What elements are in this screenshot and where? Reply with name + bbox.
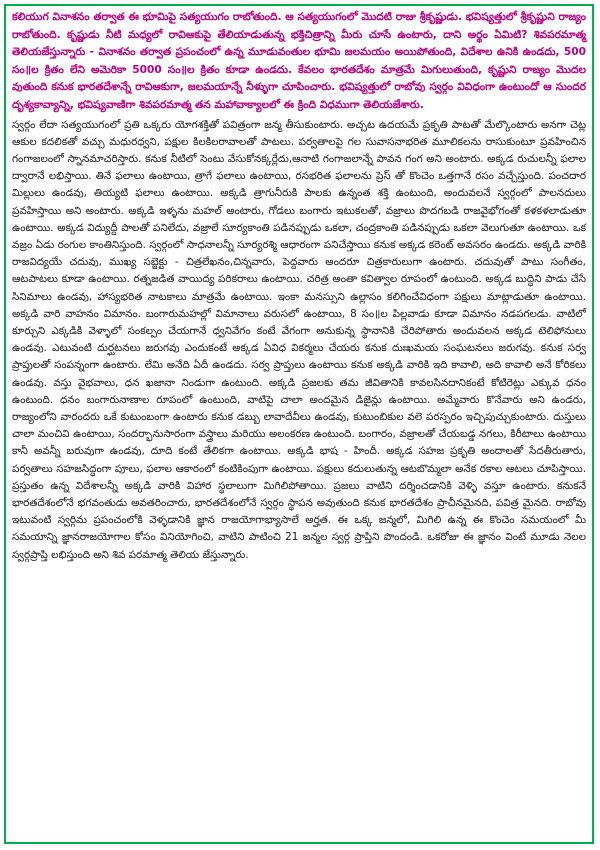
intro-paragraph: కలియుగ వినాశనం తర్వాత ఈ భూమిపై సత్యయుగం రాబోతుంది. ఆ సత్యయుగంలో మొదటి రాజు శ్రీకృష్ణుడు. భవిష్యత్తులో శ్రీకృష్ణుని రాజ్యం రాబోతుంది. కృష్ణుడు నీటి మధ్యలో రావిఆకుపై తేలియాడుతున్న భక్తిచిత్రాన్ని మీరు చూసే ఉంటారు, దాని అర్థం ఏమిటి? శివపరమాత్మ తెలియజేస్తున్నారు - వినాశనం తర్వాత ప్రపంచంలో ఉన్న మూడువంతుల భూమి జలమయం అయిపోతుంది, విదేశాల ఉనికి ఉండదు, 500 సం॥ల క్రితం లేని అమెరికా 5000 సం॥ల క్రితం కూడా ఉండదు. కేవలం భారతదేశం మాత్రమే మిగులుతుంది, కృష్ణుని రాజ్యం మొదల వుతుంది కనుక భారతదేశాన్నే రావిఆకుగా, జలమయాన్నే నీళ్ళుగా చూపించారు. భవిష్యత్తులో రాబోవు స్వర్గం వివిధంగా ఉంటుందో ఆ సుందర దృశ్యకావ్యాన్ని, భవిష్యవాణిగా శివపరమాత్మ తన మహావాక్యాలలో ఈ క్రింది విధముగా తెలియజేశారు. [12,11,586,111]
body-paragraph: స్వర్గం లేదా సత్యయుగంలో ప్రతి ఒక్కరు యోగశక్తితో పవిత్రంగా జన్మ తీసుకుంటారు. అచ్చట ఉదయమే ప్రకృతి పాటతో మేల్కొంటారు అనగా చెట్ల ఆకుల కదలికతో వచ్చు మధురధ్వని, పక్షుల కిలకిలరావాలతో పాటలు. పర్వతాలపై గల సువాసనాభరిత మూలికలను రాసుకుంటూ ప్రవహించిన గంగాజలంలో స్నానమాచరిస్తారు. కనుక నీటిలో సెంటు వేసుకోనక్కర్లేదు,ఆనాటి గంగాజలాన్నే పావన గంగ అని అంటారు. అక్కడ రుచులన్నీ ఫలాల ద్వారానే లభిస్తాయి. తినే ఫలాలు ఉంటాయి, త్రాగే ఫలాలు ఉంటాయి, రసభరిత ఫలాలను ప్రెస్ తో కొంచెం ఒత్తగానే రసం వచ్చేస్తుంది. పంచదార మిల్లులు ఉండవు, తియ్యటి ఫలాలు ఉంటాయి. అక్కడి త్రాగునీరుకి పాలకు ఉన్నంత శక్తి ఉంటుంది, అందువలనే స్వర్గంలో పాలనదులు ప్రవహిస్తాయి అని అంటారు. అక్కడి ఇళ్ళను మహల్ అంటారు, గోడలు బంగారు ఇటుకలతో, వజ్రాలు పొదగబడి రాజవైభోగంతో కళకళలాడుతూ ఉంటాయి. అక్కడ విద్యుద్దీ పాలతో పనిలేదు, వజ్రాలే సూర్యకాంతి పడినప్పుడు ఒకలా, చంద్రకాంతి పడినప్పుడు ఒకలా వెలుగుతూ ఉంటాయి. ఒక వజ్రం ఏడు రంగుల కాంతినిస్తుంది. స్వర్గంలో సాధనాలన్నీ సూర్యరశ్మి ఆధారంగా పనిచేస్తాయి కనుక అక్కడ కరెంట్ అవసరం ఉండదు. అక్కడి వారికి రాజవిద్యయే చదువు, ముఖ్య సబ్జెక్టు - చిత్రలేఖనం,చిన్నవారు, పెద్దవారు అందరూ చిత్రకారులుగా ఉంటారు. చదువుతో పాటు సంగీతం, ఆటపాటలు కూడా ఉంటాయి. రత్నజడిత వాయిద్య పరికరాలు ఉంటాయి. చరిత్ర అంతా కవిత్వాల రూపంలో ఉంటుంది. అక్కడ బుద్ధిని పాడు చేసే సినిమాలు ఉండవు, హాస్యభరిత నాటకాలు మాత్రమే ఉంటాయి. ఇంకా మనస్సుని ఉల్లాసం కలిగించేవిధంగా పక్షులు మాట్లాడుతూ ఉంటాయి. అక్కడి వారి వాహనం విమానం. బంగారుమహల్లో విమానాలు వరుసలో ఉంటాయి, 8 సం॥ల పిల్లవాడు కూడా విమానం నడపగలడు. వాటిలో కూర్చుని ఎక్కడికి వెళ్ళాలో సంకల్పం చేయగానే ధ్వనివేగం కంటే వేగంగా అనుకున్న స్థానానికి చేరిపోతారు అందువలన అక్కడ టెలిఫోనులు ఉండవు. ఎటువంటి దుర్ఘటనలు జరుగవు ఎందుకంటే అక్కడ ఏవిధ వికర్మలు చేయరు కనుక దుఃఖమయ సంఘటనలు జరుగవు. కనుక సర్వ ప్రాప్తులతో సంపన్నంగా ఉంటారు. లేమి అనేది ఏదీ ఉండదు. సర్వ ప్రాప్తులు ఉంటాయి కనుక అక్కడి వారికి ఇది కావాలి, అది కావాలి అనే కోరికలు ఉండవు. వస్తు వైభవాలు, ధన ఖజానా నిండుగా ఉంటుంది. అక్కడి ప్రజలకు తమ జీవితానికి కావలసినదానికంటే కోటిరెట్లు ఎక్కువ ధనం ఉంటుంది. ధనం బంగారునాణాల రూపంలో ఉంటుంది, వాటిపై చాలా అందమైన డిజైన్లు ఉంటాయి. అమ్మేవారు కొనేవారు అని ఉండరు, రాజ్యంలోని వారందరు ఒకే కుటుంబంగా ఉంటారు కనుక డబ్బు లావాదేవీలు ఉండవు, కుటుంబికుల వలె పరస్పరం ఇచ్చిపుచ్చుకుంటారు. దుస్తులు చాలా మంచివి ఉంటాయి, సందర్భానుసారంగా వస్త్రాలు మరియు అలంకరణ ఉంటుంది. బంగారం, వజ్రాలతో చేయబడ్డ నగలు, కిరీటాలు ఉంటాయి కానీ అవన్నీ బరువుగా ఉండవు, దూది కంటే తేలికగా ఉంటాయి. అక్కడి భాష - హిందీ. అక్కడ సహజ ప్రకృతి అందాలతో సేదతీరుతారు, పర్వతాలు సహజసిద్ధంగా పూలు, ఫలాల ఆకారంలో కంటికింపుగా ఉంటాయి. పక్షులు కదులుతున్న ఆటబొమ్మలా అనేక రకాల ఆటలు చూపిస్తాయి. ప్రస్తుతం ఉన్న విదేశాలన్నీ అక్కడి వారికి విహార స్థలాలుగా మిగిలిపోతాయి. ప్రజలు వాటిని దర్శించడానికి వెళ్ళి వస్తూ ఉంటారు. కనుకనే భారతదేశంలోనే భగవంతుడు అవతరించారు, భారతదేశంలోనే స్వర్గం స్థాపన అవుతుంది కనుక భారతదేశం ప్రాచీనమైనది, పవిత్ర మైనది. రాబోవు ఇటువంటి స్వర్గిమ ప్రపంచంలోకి వెళ్ళడానికి జ్ఞాన రాజయోగాభ్యాసాలే అర్హత. ఈ ఒక్క జన్మలో, మిగిలి ఉన్న ఈ కొంచెం సమయంలో మీ సమయాన్ని జ్ఞానరాజయోగాల కోసం వినియోగించి, వాటిని పాటించి 21 జన్మల స్వర్గ ప్రాప్తిని పొందండి. ఒకరోజు ఈ జ్ఞానం వింటే మూడు నెలల స్వర్గప్రాప్తి లభిస్తుంది అని శివ పరమాత్మ తెలియ జేస్తున్నారు. [12,118,586,561]
document-page [4,4,594,844]
